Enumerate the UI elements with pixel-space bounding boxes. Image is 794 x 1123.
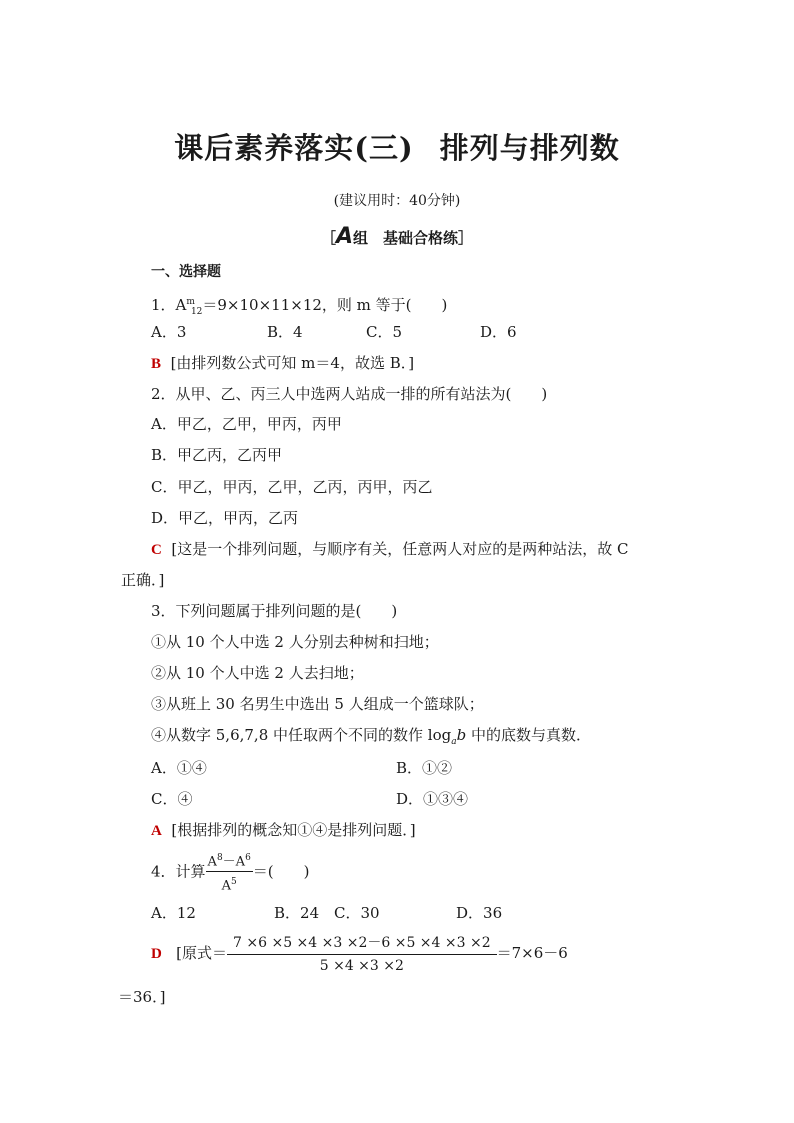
q1-sub: 12	[190, 307, 203, 317]
q3-stem: 3．下列问题属于排列问题的是( )	[151, 602, 398, 620]
q1-stem-pre: 1．A	[151, 296, 187, 314]
q3-item4-pre: ④从数字 5,6,7,8 中任取两个不同的数作 log	[151, 726, 452, 744]
q4-answer-den: 5 ×4 ×3 ×2	[319, 957, 404, 974]
bracket-close: ］	[458, 229, 474, 247]
q3-option-a: A．①④	[151, 759, 207, 777]
title-part1: 课后素养落实(三)	[174, 131, 414, 165]
q4-stem	[151, 850, 310, 895]
q1-stem-post: ＝9×10×11×12，则 m 等于( )	[202, 296, 448, 314]
time-note: (建议用时：40分钟)	[333, 193, 461, 209]
q2-stem: 2．从甲、乙、丙三人中选两人站成一排的所有站法为( )	[151, 385, 548, 403]
q4-frac-num: $A^8-A^6$	[206, 850, 253, 872]
page-title	[0, 126, 794, 167]
q3-option-c: C．④	[151, 790, 193, 808]
q2-option-b: B．甲乙丙，乙丙甲	[151, 446, 283, 464]
q4-answer-pre: [原式＝	[176, 944, 228, 962]
q2-option-d: D．甲乙，甲丙，乙丙	[151, 509, 299, 527]
bracket-open: ［	[320, 229, 336, 247]
q4-stem-pre: 4．计算	[151, 862, 206, 881]
q4-frac-den: $A^5$	[221, 877, 237, 894]
q3-item-1: ①从 10 个人中选 2 人分别去种树和扫地；	[151, 633, 439, 651]
q4-option-b: B．24	[274, 904, 320, 922]
q3-answer-text: [根据排列的概念知①④是排列问题．]	[171, 821, 416, 839]
q4-stem-post: ＝( )	[252, 862, 310, 881]
q4-fraction	[206, 850, 253, 895]
q4-answer	[151, 933, 568, 975]
q3-option-d: D．①③④	[396, 790, 469, 808]
q3-item4-b: b	[456, 726, 467, 744]
q3-option-b: B．①②	[396, 759, 453, 777]
q1-answer-letter: B	[151, 356, 162, 372]
q2-option-a: A．甲乙，乙甲，甲丙，丙甲	[151, 415, 342, 433]
q3-item4-post: 中的底数与真数．	[466, 726, 591, 744]
title-part2: 排列与排列数	[439, 131, 620, 165]
q1-option-a: A．3	[151, 323, 187, 341]
q1-option-d: D．6	[480, 323, 517, 341]
q3-item-3: ③从班上 30 名男生中选出 5 人组成一个篮球队；	[151, 695, 484, 713]
q4-option-a: A．12	[151, 904, 196, 922]
q1-answer	[151, 353, 414, 374]
q1-stem	[151, 292, 447, 322]
q3-answer-letter: A	[151, 823, 162, 839]
q1-sup: m	[186, 297, 195, 307]
q4-answer-fraction	[227, 934, 497, 975]
section-heading: 一、选择题	[151, 263, 221, 279]
q2-answer-text-2: 正确．]	[121, 571, 165, 589]
q3-item4-sub: a	[451, 737, 457, 747]
q4-option-d: D．36	[456, 904, 503, 922]
q4-answer-num: 7 ×6 ×5 ×4 ×3 ×2－6 ×5 ×4 ×3 ×2	[227, 934, 497, 955]
q3-item-2: ②从 10 个人中选 2 人去扫地；	[151, 664, 364, 682]
q1-option-c: C．5	[366, 323, 403, 341]
q2-answer-letter: C	[151, 542, 162, 558]
group-text: 组 基础合格练	[353, 229, 459, 247]
q4-option-c: C．30	[334, 904, 380, 922]
group-heading	[0, 224, 794, 249]
q4-answer-post: ＝7×6－6	[496, 944, 568, 962]
q2-option-c: C．甲乙，甲丙，乙甲，乙丙，丙甲，丙乙	[151, 478, 433, 496]
q3-item-4	[151, 725, 591, 752]
q1-answer-text: [由排列数公式可知 m＝4，故选 B．]	[170, 354, 415, 372]
q2-answer-text-1: [这是一个排列问题，与顺序有关，任意两人对应的是两种站法，故 C	[171, 540, 629, 558]
q4-answer-letter: D	[151, 946, 162, 962]
group-letter: A	[335, 224, 353, 249]
q2-answer	[151, 539, 629, 560]
q1-option-b: B．4	[267, 323, 303, 341]
q3-answer	[151, 820, 416, 841]
q4-answer-line2: ＝36．]	[118, 988, 166, 1006]
